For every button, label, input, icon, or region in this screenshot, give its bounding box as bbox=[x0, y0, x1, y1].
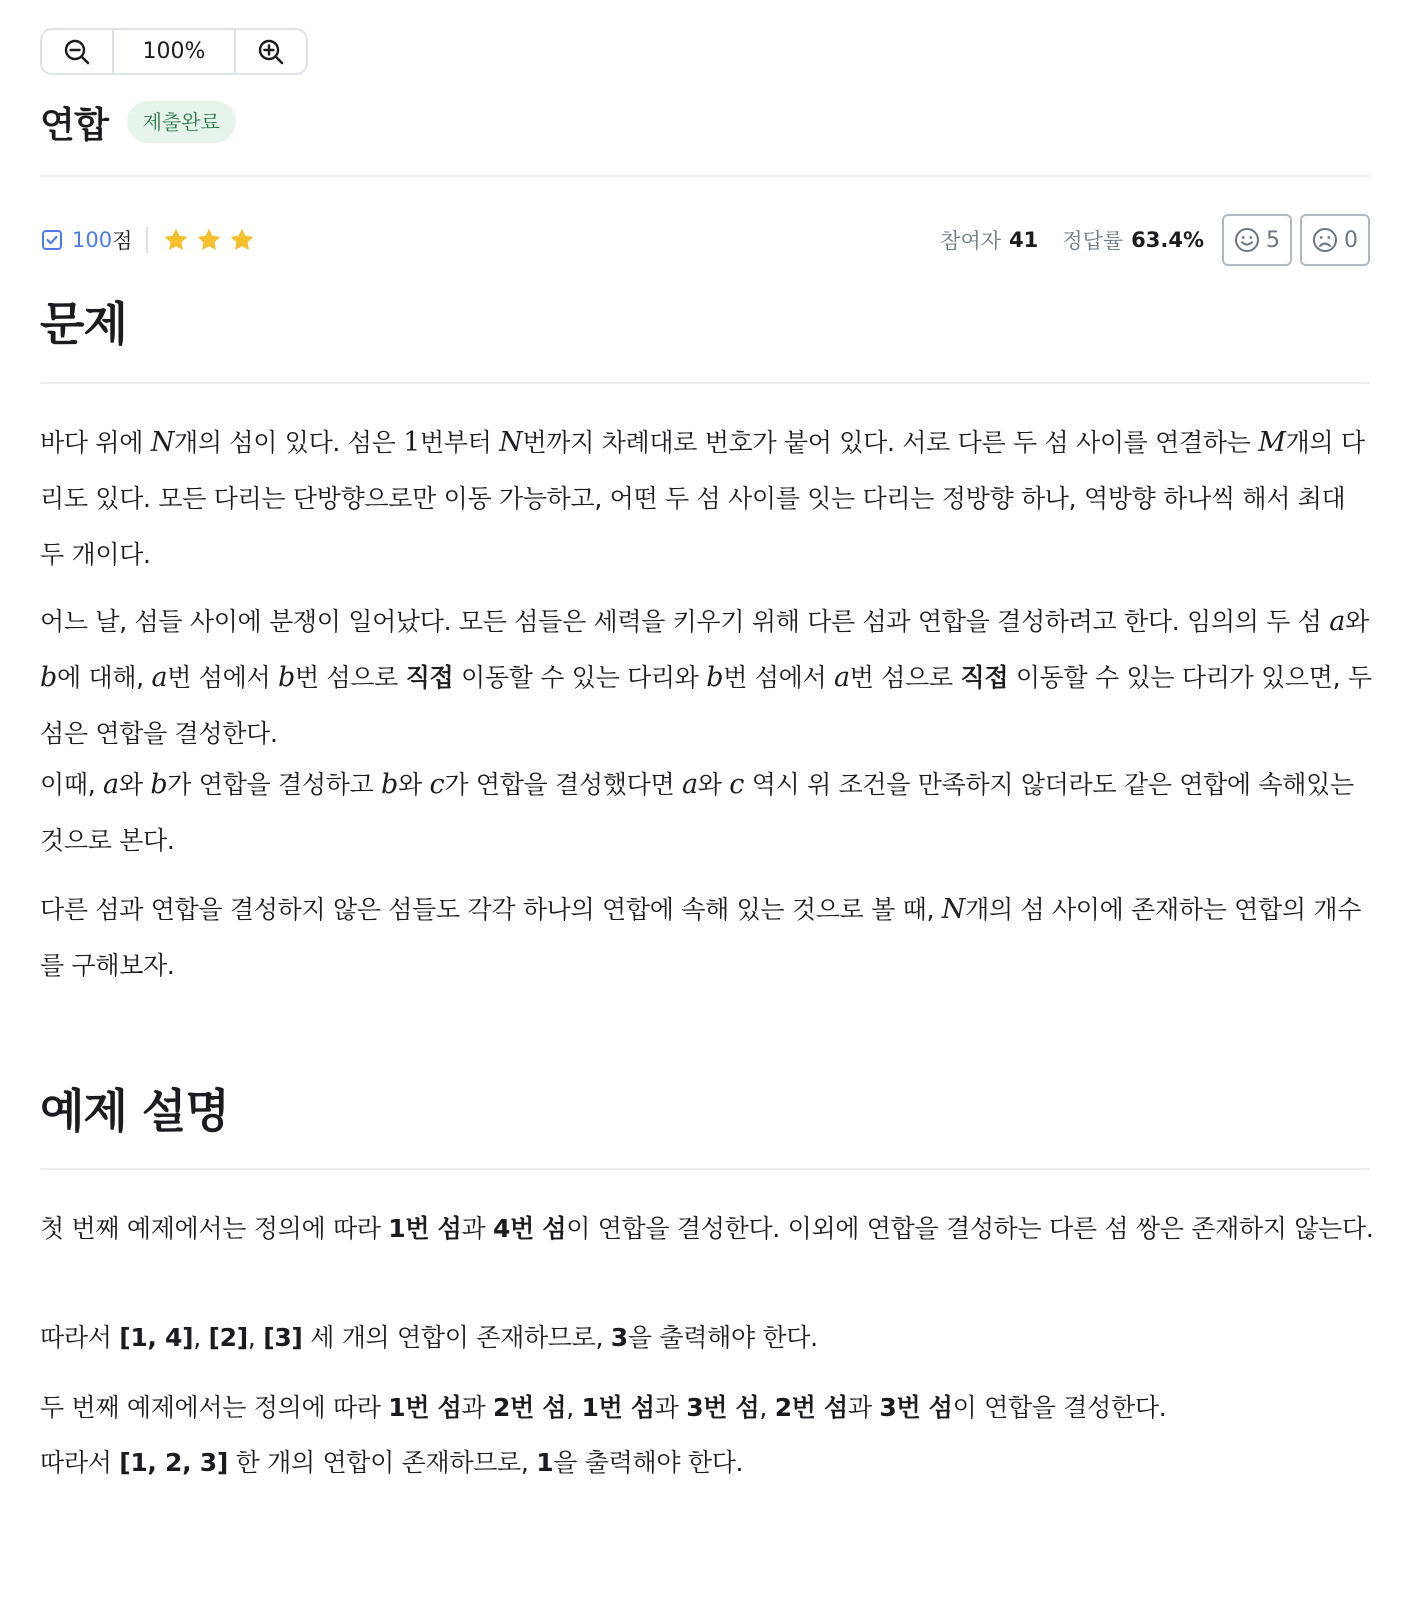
divider bbox=[40, 382, 1370, 384]
divider bbox=[40, 1168, 1370, 1170]
zoom-toolbar bbox=[40, 28, 308, 75]
star-icon bbox=[162, 226, 190, 254]
score-unit: 점 bbox=[112, 229, 133, 253]
zoom-out-icon bbox=[62, 37, 92, 67]
zoom-in-button[interactable] bbox=[236, 30, 306, 73]
accuracy-value: 63.4% bbox=[1131, 228, 1204, 252]
example-paragraph-1: 첫 번째 예제에서는 정의에 따라 1번 섬과 4번 섬이 연합을 결성한다. 이외에 연합을 결성하는 다른 섬 쌍은 존재하지 않는다. bbox=[40, 1214, 1374, 1243]
example-heading: 예제 설명 bbox=[40, 1084, 229, 1138]
star-icon bbox=[228, 226, 256, 254]
participants-label: 참여자 bbox=[940, 229, 1002, 253]
divider bbox=[40, 175, 1370, 177]
checkbox-icon bbox=[40, 228, 64, 252]
problem-header bbox=[40, 96, 236, 148]
like-button[interactable] bbox=[1222, 214, 1292, 266]
example-paragraph-4: 따라서 [1, 2, 3] 한 개의 연합이 존재하므로, 1을 출력해야 한다. bbox=[40, 1448, 744, 1477]
problem-title: 연합 bbox=[40, 104, 109, 146]
problem-heading: 문제 bbox=[40, 297, 127, 351]
example-paragraph-2: 따라서 [1, 4], [2], [3] 세 개의 연합이 존재하므로, 3을 출력해야 한다. bbox=[40, 1323, 818, 1352]
problem-paragraph-4: 다른 섬과 연합을 결성하지 않은 섬들도 각각 하나의 연합에 속해 있는 것으로 볼 때, N개의 섬 사이에 존재하는 연합의 개수를 구해보자. bbox=[40, 894, 1362, 980]
star-icon bbox=[195, 226, 223, 254]
problem-paragraph-3: 이때, a와 b가 연합을 결성하고 b와 c가 연합을 결성했다면 a와 c 역시 위 조건을 만족하지 않더라도 같은 연합에 속해있는 것으로 본다. bbox=[40, 769, 1354, 855]
status-badge: 제출완료 bbox=[127, 101, 236, 143]
problem-paragraph-1: 바다 위에 N개의 섬이 있다. 섬은 1번부터 N번까지 차례대로 번호가 붙어 있다. 서로 다른 두 섬 사이를 연결하는 M개의 다리도 있다. 모든 다리는 단방향으로만 이동 가능하고, 어떤 두 섬 사이를 잇는 다리는 정방향 하나, 역방향 하나씩 해서 최대 두 개이다. bbox=[40, 427, 1365, 569]
zoom-in-icon bbox=[256, 37, 286, 67]
like-count: 5 bbox=[1266, 227, 1280, 253]
example-paragraph-3: 두 번째 예제에서는 정의에 따라 1번 섬과 2번 섬, 1번 섬과 3번 섬, 2번 섬과 3번 섬이 연합을 결성한다. bbox=[40, 1393, 1167, 1422]
zoom-level-display: 100% bbox=[112, 30, 236, 73]
meta-separator bbox=[146, 227, 148, 253]
dislike-count: 0 bbox=[1344, 227, 1358, 253]
frown-icon bbox=[1312, 227, 1338, 253]
problem-paragraph-2: 어느 날, 섬들 사이에 분쟁이 일어났다. 모든 섬들은 세력을 키우기 위해 다른 섬과 연합을 결성하려고 한다. 임의의 두 섬 a와 b에 대해, a번 섬에서 b번 섬으로 직접 이동할 수 있는 다리와 b번 섬에서 a번 섬으로 직접 이동할 수 있는 다리가 있으면, 두 섬은 연합을 결성한다. bbox=[40, 606, 1372, 748]
score-and-difficulty bbox=[40, 222, 261, 258]
smile-icon bbox=[1234, 227, 1260, 253]
problem-stats bbox=[940, 214, 1370, 266]
dislike-button[interactable] bbox=[1300, 214, 1370, 266]
zoom-out-button[interactable] bbox=[42, 30, 112, 73]
participants-value: 41 bbox=[1009, 228, 1039, 252]
accuracy-label: 정답률 bbox=[1062, 229, 1124, 253]
score-value: 100 bbox=[72, 228, 113, 252]
